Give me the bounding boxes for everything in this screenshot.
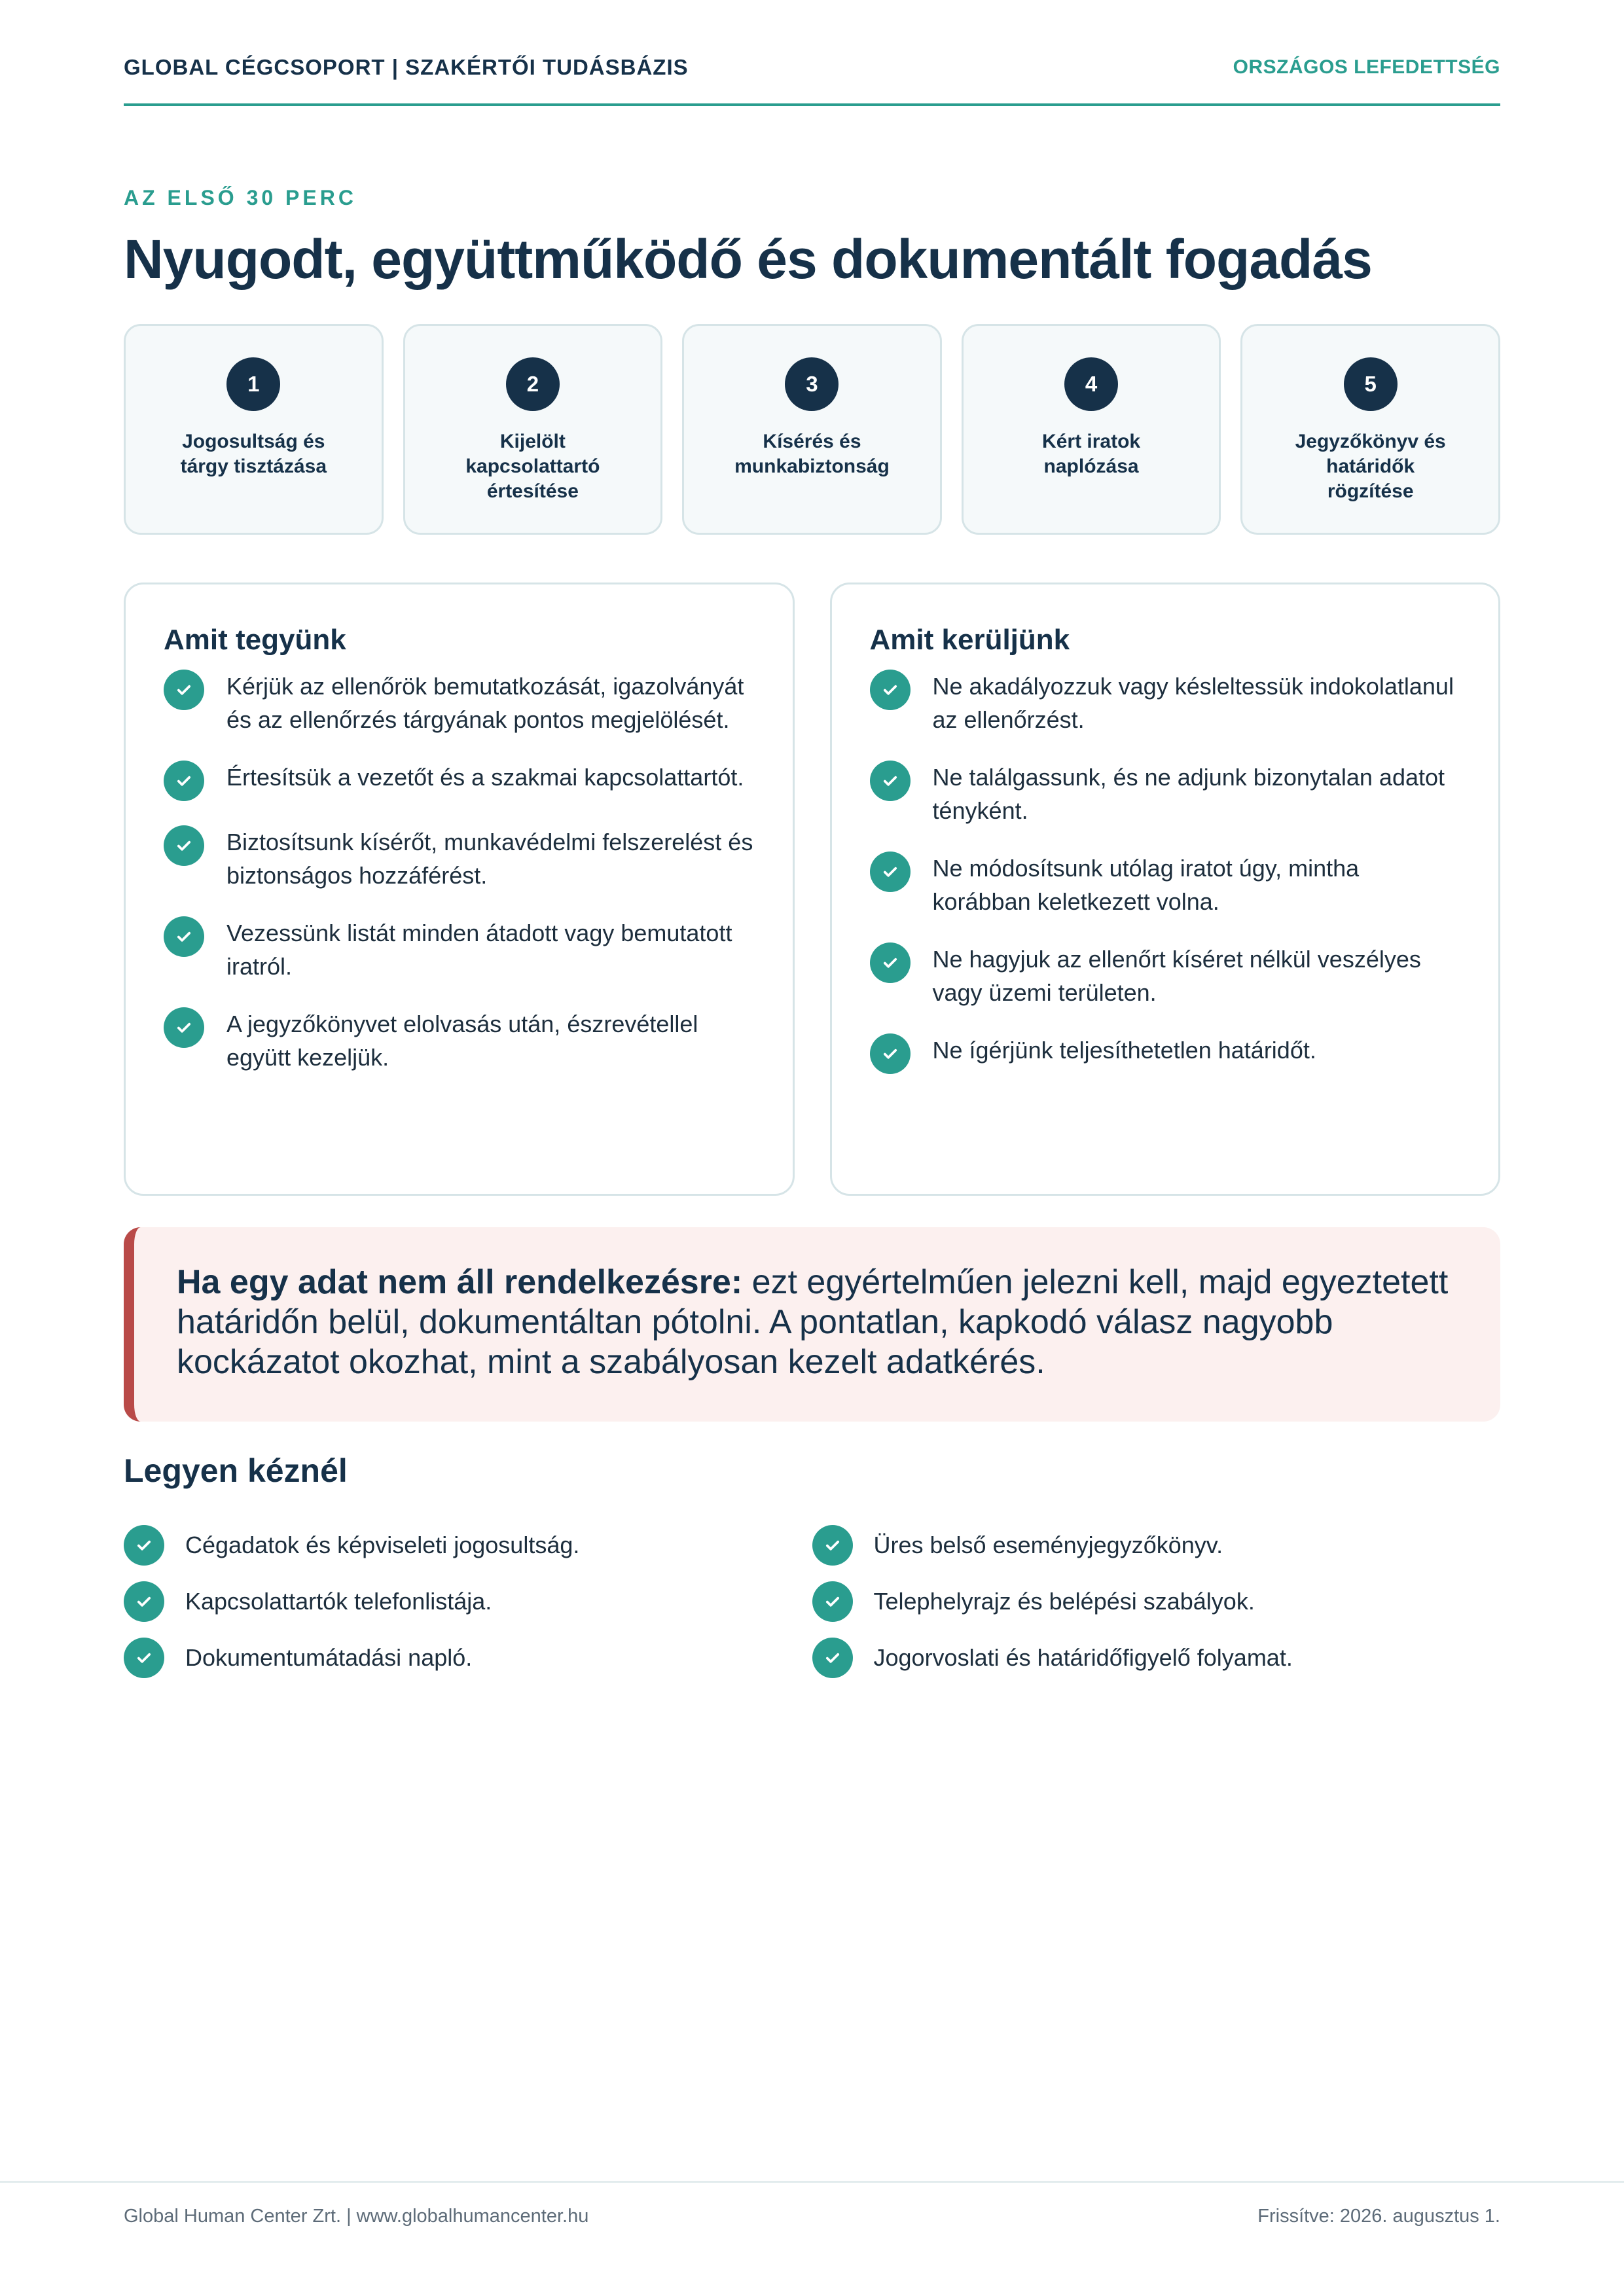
avoid-panel (830, 583, 1501, 1196)
avoid-panel-title: Amit kerüljünk (869, 624, 1070, 656)
step-card (124, 324, 384, 535)
list-item (870, 670, 1461, 736)
step-card (682, 324, 942, 535)
list-item-text: Telephelyrajz és belépési szabályok. (873, 1588, 1255, 1615)
step-label: Kísérés és munkabiztonság (734, 431, 890, 477)
list-item (870, 852, 1461, 918)
list-item (124, 1638, 812, 1678)
step-number-badge: 3 (785, 357, 839, 411)
list-item (812, 1581, 1501, 1622)
steps-row (124, 324, 1500, 535)
list-item-text: Ne ígérjünk teljesíthetetlen határidőt. (932, 1037, 1316, 1064)
page-header (124, 51, 1500, 106)
list-item (124, 1525, 812, 1566)
list-item (164, 1007, 755, 1074)
step-label: Kért iratok naplózása (1042, 431, 1141, 477)
do-panel (124, 583, 795, 1196)
coverage-label: ORSZÁGOS LEFEDETTSÉG (1233, 56, 1500, 78)
step-number-badge: 1 (226, 357, 280, 411)
list-item-text: Ne találgassunk, és ne adjunk bizonytalan adatot tényként. (932, 764, 1445, 824)
footer-company: Global Human Center Zrt. | www.globalhumancenter.hu (124, 2206, 589, 2227)
list-item (812, 1525, 1501, 1566)
callout-body: ezt egyértelműen jelezni kell, majd egyeztetett határidőn belül, dokumentáltan pótolni. A pontatlan, kapkodó válasz nagyobb kockázatot okozhat, mint a szabályosan kezelt adatkérés. (177, 1263, 1449, 1381)
list-item (870, 761, 1461, 827)
footer-divider (0, 2181, 1624, 2183)
list-item-text: Értesítsük a vezetőt és a szakmai kapcsolattartót. (226, 764, 744, 791)
list-item-text: Kérjük az ellenőrök bemutatkozását, igazolványát és az ellenőrzés tárgyának pontos megjelölését. (226, 673, 744, 733)
check-circle-icon (164, 670, 204, 710)
step-number-badge: 4 (1064, 357, 1118, 411)
check-circle-icon (812, 1581, 853, 1622)
step-card (962, 324, 1221, 535)
step-label: Jegyzőkönyv és határidők rögzítése (1295, 431, 1446, 502)
check-circle-icon (164, 825, 204, 866)
page-title: Nyugodt, együttműködő és dokumentált fogadás (124, 228, 1372, 290)
check-circle-icon (164, 761, 204, 801)
handy-section-title: Legyen kéznél (124, 1452, 348, 1489)
callout-lead: Ha egy adat nem áll rendelkezésre: (177, 1263, 743, 1301)
check-circle-icon (870, 852, 911, 892)
check-circle-icon (870, 670, 911, 710)
check-circle-icon (124, 1525, 164, 1566)
list-item-text: Kapcsolattartók telefonlistája. (185, 1588, 492, 1615)
list-item-text: Jogorvoslati és határidőfigyelő folyamat. (873, 1644, 1293, 1671)
brand-title: GLOBAL CÉGCSOPORT | SZAKÉRTŐI TUDÁSBÁZIS (124, 55, 689, 79)
list-item (812, 1638, 1501, 1678)
warning-callout (124, 1227, 1500, 1422)
list-item (124, 1581, 812, 1622)
list-item-text: Vezessünk listát minden átadott vagy bemutatott iratról. (226, 920, 732, 980)
list-item-text: A jegyzőkönyvet elolvasás után, észrevétellel együtt kezeljük. (226, 1011, 698, 1071)
list-item-text: Cégadatok és képviseleti jogosultság. (185, 1532, 580, 1558)
check-circle-icon (124, 1581, 164, 1622)
check-circle-icon (870, 761, 911, 801)
step-number-badge: 2 (506, 357, 560, 411)
list-item (870, 942, 1461, 1009)
handy-checklist (124, 1525, 1500, 1694)
do-panel-title: Amit tegyünk (164, 624, 346, 656)
check-circle-icon (812, 1638, 853, 1678)
list-item-text: Dokumentumátadási napló. (185, 1644, 473, 1671)
check-circle-icon (870, 1033, 911, 1074)
check-circle-icon (164, 916, 204, 957)
section-eyebrow: AZ ELSŐ 30 PERC (124, 186, 357, 209)
guidance-panels (124, 583, 1500, 1196)
step-number-badge: 5 (1344, 357, 1398, 411)
handy-column-right (812, 1525, 1501, 1694)
footer-updated-date: Frissítve: 2026. augusztus 1. (1257, 2206, 1500, 2227)
check-circle-icon (870, 942, 911, 983)
list-item (164, 825, 755, 892)
check-circle-icon (124, 1638, 164, 1678)
list-item-text: Ne hagyjuk az ellenőrt kíséret nélkül veszélyes vagy üzemi területen. (932, 946, 1421, 1006)
list-item-text: Ne módosítsunk utólag iratot úgy, mintha korábban keletkezett volna. (932, 855, 1360, 915)
page-footer (124, 2206, 1500, 2227)
check-circle-icon (812, 1525, 853, 1566)
callout-text (177, 1263, 1461, 1382)
step-label: Jogosultság és tárgy tisztázása (180, 431, 327, 477)
step-card (403, 324, 663, 535)
check-circle-icon (164, 1007, 204, 1048)
list-item-text: Üres belső eseményjegyzőkönyv. (873, 1532, 1223, 1558)
list-item (164, 916, 755, 983)
step-card (1240, 324, 1500, 535)
list-item-text: Ne akadályozzuk vagy késleltessük indokolatlanul az ellenőrzést. (932, 673, 1454, 733)
step-label: Kijelölt kapcsolattartó értesítése (465, 431, 600, 502)
list-item-text: Biztosítsunk kísérőt, munkavédelmi felszerelést és biztonságos hozzáférést. (226, 829, 753, 889)
list-item (870, 1033, 1461, 1074)
handy-column-left (124, 1525, 812, 1694)
list-item (164, 761, 755, 801)
list-item (164, 670, 755, 736)
